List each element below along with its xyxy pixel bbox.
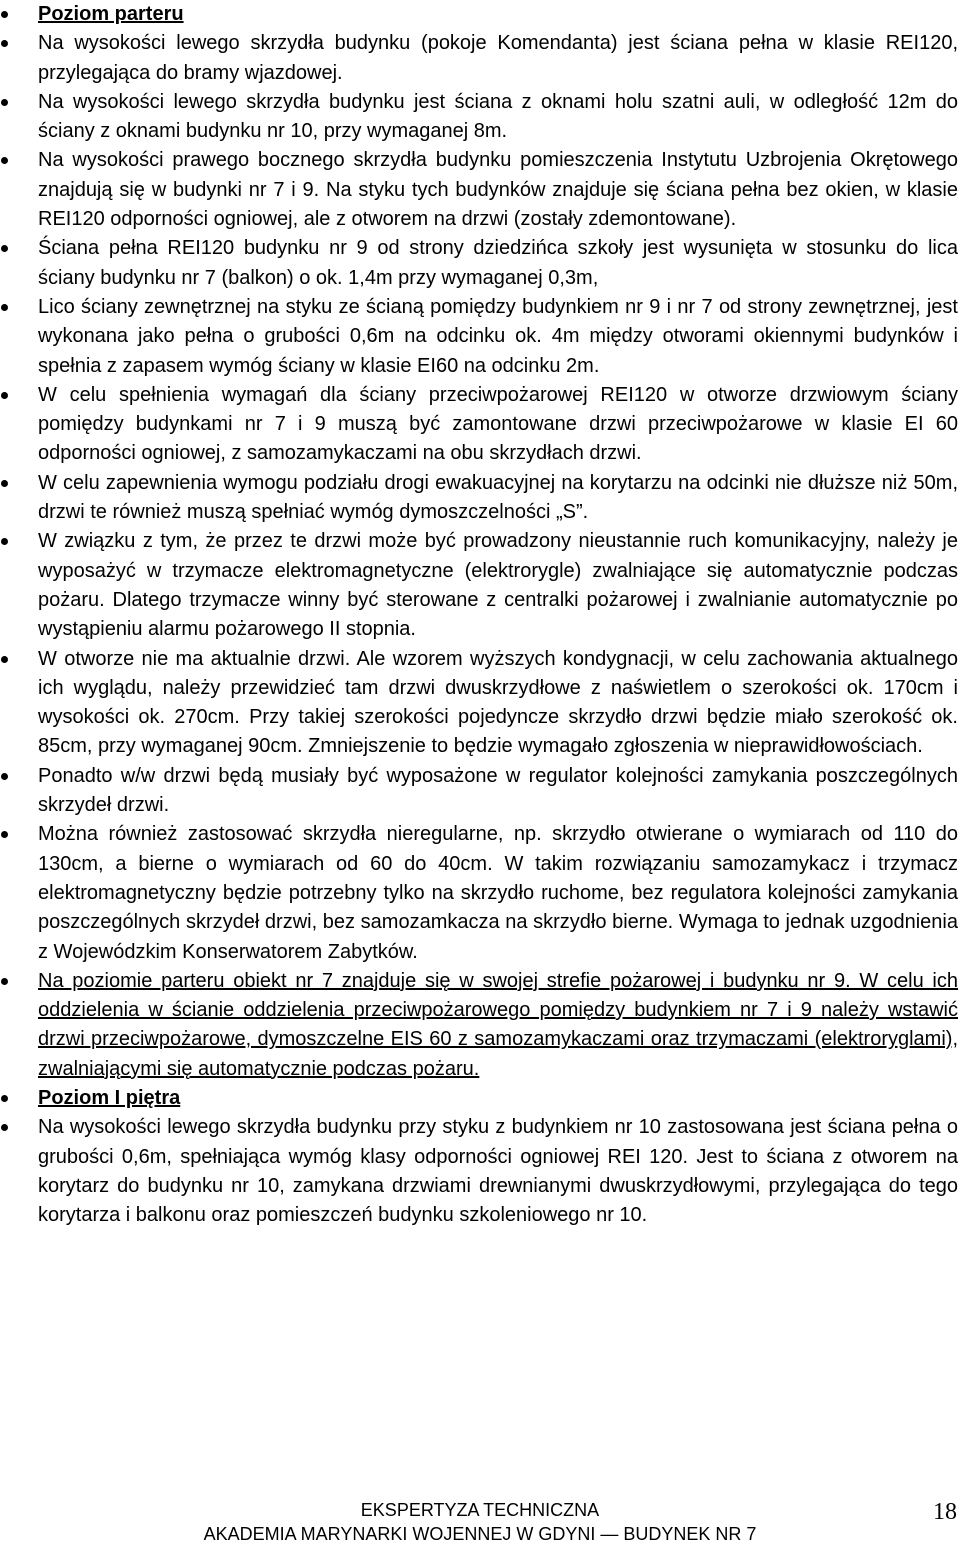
bullet-icon: [1, 245, 8, 252]
list-item: [0, 527, 960, 644]
underlined-paragraph-text: Na poziomie parteru obiekt nr 7 znajduje się w swojej strefie pożarowej i budynku nr 9. W celu ich oddzielenia w ścianie oddzielenia przeciwpożarowego pomiędzy budynkiem nr 7 i 9 należy wstawić drzwi przeciwpożarowe, dymoszczelne EIS 60 z samozamykaczami oraz trzymaczami (elektroryglami), zwalniającymi się automatycznie podczas pożaru.: [38, 969, 958, 1080]
footer-subtitle: AKADEMIA MARYNARKI WOJENNEJ W GDYNI — BUDYNEK NR 7: [203, 1524, 757, 1544]
bullet-icon: [1, 773, 8, 780]
list-item: [0, 29, 960, 88]
list-item: [0, 1084, 960, 1113]
list-item: [0, 967, 960, 1084]
section-heading: Poziom parteru: [38, 3, 184, 25]
bullet-icon: [1, 157, 8, 164]
paragraph-text: W otworze nie ma aktualnie drzwi. Ale wzorem wyższych kondygnacji, w celu zachowania aktualnego ich wyglądu, należy przewidzieć tam drzwi dwuskrzydłowe z naświetlem o szerokości ok. 170cm i wysokości ok. 270cm. Przy takiej szerokości pojedyncze skrzydło drzwi będzie miało szerokość ok. 85cm, przy wymaganej 90cm. Zmniejszenie to będzie wymagało zgłoszenia w nieprawidłowościach.: [38, 647, 958, 758]
section-heading: Poziom I piętra: [38, 1086, 181, 1109]
paragraph-text: Na wysokości lewego skrzydła budynku jest ściana z oknami holu szatni auli, w odległość 12m do ściany z oknami budynku nr 10, przy wymaganej 8m.: [38, 90, 958, 143]
paragraph-text: Ściana pełna REI120 budynku nr 9 od strony dziedzińca szkoły jest wysunięta w stosunku do lica ściany budynku nr 7 (balkon) o ok. 1,4m przy wymaganej 0,3m,: [38, 237, 958, 289]
list-item: [0, 0, 960, 29]
list-item: [0, 293, 960, 381]
bullet-icon: [1, 1095, 8, 1102]
paragraph-text: Ponadto w/w drzwi będą musiały być wyposażone w regulator kolejności zamykania poszczególnych skrzydeł drzwi.: [38, 764, 958, 817]
paragraph-text: Lico ściany zewnętrznej na styku ze ścianą pomiędzy budynkiem nr 9 i nr 7 od strony zewnętrznej, jest wykonana jako pełna o grubości 0,6m na odcinku ok. 4m między otworami okiennymi budynków i spełnia z zapasem wymóg ściany w klasie EI60 na odcinku 2m.: [38, 295, 958, 377]
bullet-icon: [1, 304, 8, 311]
paragraph-text: W związku z tym, że przez te drzwi może być prowadzony nieustannie ruch komunikacyjny, należy je wyposażyć w trzymacze elektromagnetyczne (elektrorygle) zwalniające się automatycznie podczas pożaru. Dlatego trzymacze winny być sterowane z centralki pożarowej i zwalnianie automatycznie po wystąpieniu alarmu pożarowego II stopnia.: [38, 530, 958, 641]
paragraph-text: W celu zapewnienia wymogu podziału drogi ewakuacyjnej na korytarzu na odcinki nie dłuższe niż 50m, drzwi te również muszą spełniać wymóg dymoszczelności „S”.: [38, 471, 958, 524]
paragraph-text: Na wysokości lewego skrzydła budynku przy styku z budynkiem nr 10 zastosowana jest ściana pełna o grubości 0,6m, spełniająca wymóg klasy odporności ogniowej REI 120. Jest to ściana z otworem na korytarz do budynku nr 10, zamykana drzwiami drewnianymi dwuskrzydłowymi, przylegająca do tego korytarza i balkonu oraz pomieszczeń budynku szkoleniowego nr 10.: [38, 1116, 958, 1227]
list-item: [0, 88, 960, 147]
list-item: [0, 469, 960, 528]
paragraph-text: Można również zastosować skrzydła nieregularne, np. skrzydło otwierane o wymiarach od 110 do 130cm, a bierne o wymiarach od 60 do 40cm. W takim rozwiązaniu samozamykacz i trzymacz elektromagnetyczny będzie potrzebny tylko na skrzydło ruchome, bez regulatora kolejności zamykania poszczególnych skrzydeł drzwi, bez samozamkacza na skrzydło bierne. Wymaga to jednak uzgodnienia z Wojewódzkim Konserwatorem Zabytków.: [38, 823, 958, 963]
list-item: [0, 762, 960, 821]
bullet-icon: [1, 11, 8, 18]
paragraph-text: W celu spełnienia wymagań dla ściany przeciwpożarowej REI120 w otworze drzwiowym ściany pomiędzy budynkami nr 7 i 9 muszą być zamontowane drzwi przeciwpożarowe w klasie EI 60 odporności ogniowej, z samozamykaczami na obu skrzydłach drzwi.: [38, 383, 958, 465]
list-item: [0, 234, 960, 293]
bullet-icon: [1, 392, 8, 399]
page-number: 18: [933, 1499, 957, 1525]
bullet-icon: [1, 831, 8, 838]
list-item: [0, 381, 960, 469]
bullet-icon: [1, 1124, 8, 1131]
paragraph-text: Na wysokości prawego bocznego skrzydła budynku pomieszczenia Instytutu Uzbrojenia Okrętowego znajdują się w budynki nr 7 i 9. Na styku tych budynków znajduje się ściana pełna bez okien, w klasie REI120 odporności ogniowej, ale z otworem na drzwi (zostały zdemontowane).: [38, 149, 958, 231]
bullet-icon: [1, 978, 8, 985]
bullet-icon: [1, 40, 8, 47]
bullet-icon: [1, 99, 8, 106]
bullet-icon: [1, 480, 8, 487]
bullet-icon: [1, 538, 8, 545]
list-item: [0, 1113, 960, 1230]
list-item: [0, 146, 960, 234]
paragraph-text: Na wysokości lewego skrzydła budynku (pokoje Komendanta) jest ściana pełna w klasie REI120, przylegająca do bramy wjazdowej.: [38, 32, 958, 84]
footer-title: EKSPERTYZA TECHNICZNA: [360, 1500, 600, 1520]
bullet-icon: [1, 656, 8, 663]
list-item: [0, 820, 960, 966]
list-item: [0, 645, 960, 762]
